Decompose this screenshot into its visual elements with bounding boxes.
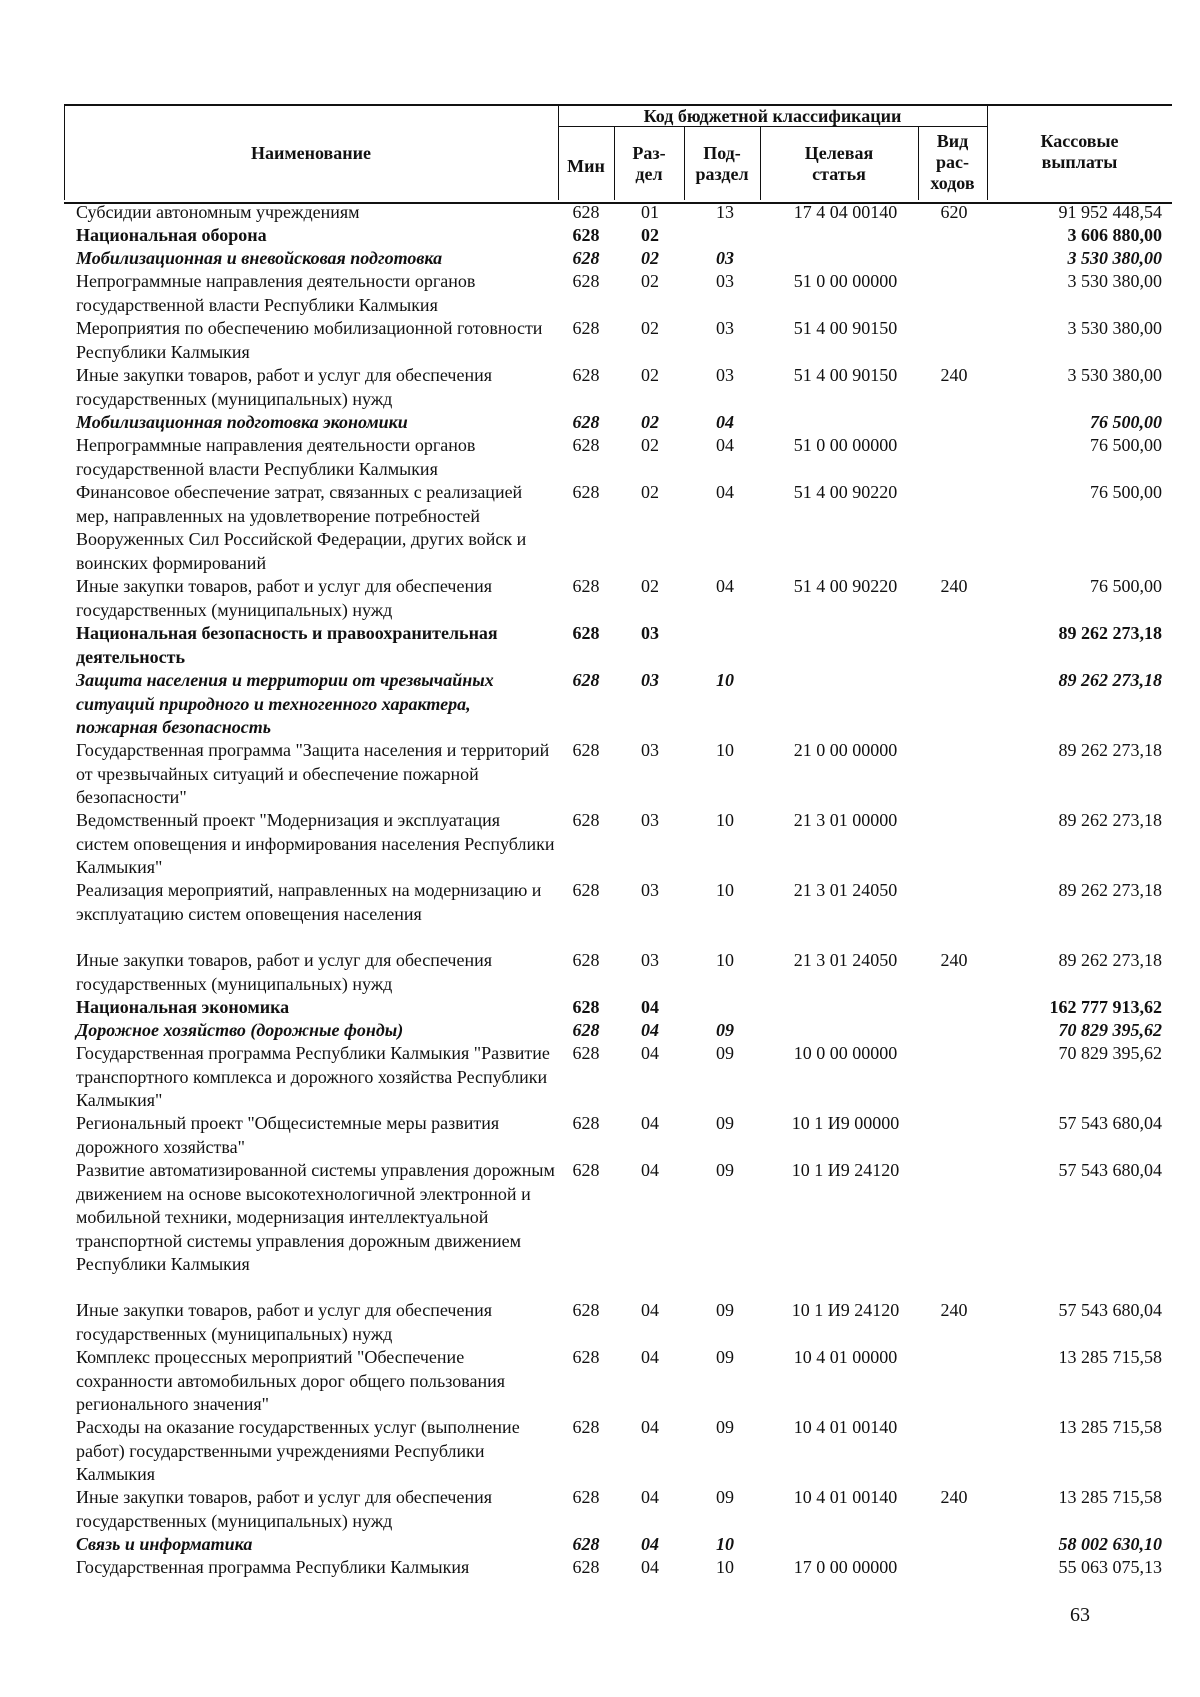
- row-name: Иные закупки товаров, работ и услуг для обеспечения государственных (муниципальных) нужд: [76, 1487, 492, 1531]
- row-celevaya: 51 4 00 90220: [793, 482, 898, 502]
- header-min: Мин: [567, 156, 605, 176]
- header-vid-line3: ходов: [930, 173, 975, 193]
- row-sum: 76 500,00: [1090, 435, 1162, 455]
- row-min: 628: [572, 1534, 600, 1554]
- row-podrazdel: 09: [716, 1160, 734, 1180]
- row-name: Связь и информатика: [76, 1534, 253, 1554]
- row-name: Реализация мероприятий, направленных на модернизацию и эксплуатацию систем оповещения населения: [76, 880, 542, 924]
- row-celevaya: 17 4 04 00140: [793, 202, 898, 222]
- row-podrazdel: 09: [716, 1020, 734, 1040]
- row-podrazdel: 09: [716, 1347, 734, 1367]
- row-razdel: 04: [641, 1487, 659, 1507]
- row-min: 628: [572, 482, 600, 502]
- row-min: 628: [572, 412, 600, 432]
- row-podrazdel: 10: [716, 810, 734, 830]
- row-sum: 89 262 273,18: [1058, 880, 1162, 900]
- header-kassovye-line2: выплаты: [1041, 152, 1118, 172]
- header-podrazdel-line1: Под-: [703, 143, 741, 163]
- row-vid: 240: [940, 1300, 968, 1320]
- row-razdel: 04: [641, 1557, 659, 1577]
- header-kbk: Код бюджетной классификации: [643, 106, 902, 126]
- row-razdel: 03: [641, 950, 659, 970]
- row-min: 628: [572, 1417, 600, 1437]
- header-kassovye-line1: Кассовые: [1040, 131, 1119, 151]
- row-razdel: 04: [641, 1417, 659, 1437]
- row-podrazdel: 10: [716, 740, 734, 760]
- row-min: 628: [572, 670, 600, 690]
- row-podrazdel: 03: [716, 318, 734, 338]
- row-min: 628: [572, 997, 600, 1017]
- row-celevaya: 17 0 00 00000: [793, 1557, 898, 1577]
- row-celevaya: 51 4 00 90220: [793, 576, 898, 596]
- row-name: Государственная программа Республики Калмыкия "Развитие транспортного комплекса и дорожного хозяйства Республики Калмыкия": [76, 1043, 550, 1110]
- row-podrazdel: 09: [716, 1487, 734, 1507]
- row-min: 628: [572, 576, 600, 596]
- row-vid: 240: [940, 365, 968, 385]
- row-celevaya: 51 4 00 90150: [793, 318, 898, 338]
- row-razdel: 03: [641, 810, 659, 830]
- row-celevaya: 51 0 00 00000: [793, 271, 898, 291]
- row-min: 628: [572, 880, 600, 900]
- row-razdel: 02: [641, 271, 659, 291]
- row-celevaya: 10 1 И9 00000: [791, 1113, 900, 1133]
- row-min: 628: [572, 271, 600, 291]
- row-podrazdel: 10: [716, 670, 734, 690]
- row-vid: 240: [940, 576, 968, 596]
- row-sum: 3 530 380,00: [1067, 365, 1162, 385]
- row-min: 628: [572, 1300, 600, 1320]
- row-celevaya: 10 1 И9 24120: [791, 1300, 900, 1320]
- row-name: Национальная экономика: [76, 997, 290, 1017]
- row-razdel: 02: [641, 318, 659, 338]
- row-razdel: 02: [641, 225, 659, 245]
- row-podrazdel: 09: [716, 1113, 734, 1133]
- row-razdel: 04: [641, 997, 659, 1017]
- row-name: Ведомственный проект "Модернизация и эксплуатация систем оповещения и информирования населения Республики Калмыкия": [76, 810, 555, 877]
- row-name: Расходы на оказание государственных услуг (выполнение работ) государственными учреждениями Республики Калмыкия: [76, 1417, 520, 1484]
- header-celevaya-line2: статья: [812, 164, 866, 184]
- row-sum: 89 262 273,18: [1058, 950, 1162, 970]
- header-celevaya: [760, 143, 918, 185]
- page-number: 63: [1070, 1604, 1090, 1626]
- row-vid: 240: [940, 950, 968, 970]
- row-podrazdel: 09: [716, 1043, 734, 1063]
- row-min: 628: [572, 1043, 600, 1063]
- row-sum: 13 285 715,58: [1058, 1417, 1162, 1437]
- row-sum: 70 829 395,62: [1058, 1020, 1162, 1040]
- row-min: 628: [572, 950, 600, 970]
- row-podrazdel: 03: [716, 365, 734, 385]
- row-name: Иные закупки товаров, работ и услуг для обеспечения государственных (муниципальных) нужд: [76, 576, 492, 620]
- row-name: Региональный проект "Общесистемные меры развития дорожного хозяйства": [76, 1113, 500, 1157]
- row-razdel: 04: [641, 1020, 659, 1040]
- row-name: Иные закупки товаров, работ и услуг для обеспечения государственных (муниципальных) нужд: [76, 1300, 492, 1344]
- row-celevaya: 21 3 01 24050: [793, 950, 898, 970]
- row-sum: 76 500,00: [1090, 576, 1162, 596]
- row-podrazdel: 09: [716, 1417, 734, 1437]
- row-razdel: 04: [641, 1534, 659, 1554]
- row-sum: 55 063 075,13: [1058, 1557, 1162, 1577]
- row-razdel: 03: [641, 670, 659, 690]
- row-sum: 57 543 680,04: [1058, 1300, 1162, 1320]
- row-name: Иные закупки товаров, работ и услуг для обеспечения государственных (муниципальных) нужд: [76, 365, 492, 409]
- row-min: 628: [572, 318, 600, 338]
- row-podrazdel: 04: [716, 576, 734, 596]
- row-celevaya: 10 4 01 00000: [793, 1347, 898, 1367]
- row-name: Мероприятия по обеспечению мобилизационной готовности Республики Калмыкия: [76, 318, 543, 362]
- header-vid-line1: Вид: [936, 131, 969, 151]
- header-razdel: [614, 143, 684, 185]
- row-min: 628: [572, 1557, 600, 1577]
- header-podrazdel: [684, 143, 760, 185]
- header-vid: [918, 131, 987, 194]
- row-razdel: 04: [641, 1160, 659, 1180]
- row-podrazdel: 10: [716, 1534, 734, 1554]
- row-razdel: 02: [641, 365, 659, 385]
- row-sum: 3 530 380,00: [1067, 271, 1162, 291]
- row-min: 628: [572, 1113, 600, 1133]
- row-celevaya: 51 0 00 00000: [793, 435, 898, 455]
- row-name: Государственная программа "Защита населения и территорий от чрезвычайных ситуаций и обеспечение пожарной безопасности": [76, 740, 550, 807]
- row-min: 628: [572, 1160, 600, 1180]
- row-sum: 89 262 273,18: [1058, 670, 1162, 690]
- row-celevaya: 10 1 И9 24120: [791, 1160, 900, 1180]
- row-celevaya: 10 0 00 00000: [793, 1043, 898, 1063]
- row-razdel: 04: [641, 1043, 659, 1063]
- row-sum: 3 530 380,00: [1067, 318, 1162, 338]
- row-sum: 76 500,00: [1090, 412, 1162, 432]
- row-min: 628: [572, 623, 600, 643]
- row-podrazdel: 04: [716, 482, 734, 502]
- row-name: Непрограммные направления деятельности органов государственной власти Республики Калмыкия: [76, 271, 476, 315]
- row-name: Защита населения и территории от чрезвычайных ситуаций природного и техногенного характера, пожарная безопасность: [76, 670, 494, 737]
- row-name: Государственная программа Республики Калмыкия: [76, 1557, 470, 1577]
- row-sum: 89 262 273,18: [1058, 810, 1162, 830]
- row-podrazdel: 10: [716, 1557, 734, 1577]
- row-razdel: 04: [641, 1347, 659, 1367]
- row-podrazdel: 09: [716, 1300, 734, 1320]
- header-celevaya-line1: Целевая: [804, 143, 874, 163]
- row-razdel: 04: [641, 1300, 659, 1320]
- row-sum: 3 530 380,00: [1067, 248, 1162, 268]
- row-podrazdel: 10: [716, 880, 734, 900]
- row-razdel: 02: [641, 435, 659, 455]
- row-min: 628: [572, 365, 600, 385]
- row-sum: 57 543 680,04: [1058, 1160, 1162, 1180]
- row-razdel: 03: [641, 740, 659, 760]
- row-podrazdel: 04: [716, 435, 734, 455]
- row-vid: 620: [940, 202, 968, 222]
- row-sum: 91 952 448,54: [1058, 202, 1162, 222]
- row-name: Комплекс процессных мероприятий "Обеспечение сохранности автомобильных дорог общего пользования регионального значения": [76, 1347, 506, 1414]
- row-sum: 57 543 680,04: [1058, 1113, 1162, 1133]
- row-sum: 70 829 395,62: [1058, 1043, 1162, 1063]
- row-razdel: 04: [641, 1113, 659, 1133]
- row-podrazdel: 04: [716, 412, 734, 432]
- header-kassovye: [987, 131, 1172, 173]
- row-razdel: 02: [641, 248, 659, 268]
- row-sum: 13 285 715,58: [1058, 1487, 1162, 1507]
- row-min: 628: [572, 740, 600, 760]
- row-celevaya: 21 0 00 00000: [793, 740, 898, 760]
- row-min: 628: [572, 435, 600, 455]
- header-vid-line2: рас-: [936, 152, 969, 172]
- row-name: Непрограммные направления деятельности органов государственной власти Республики Калмыкия: [76, 435, 476, 479]
- row-razdel: 03: [641, 623, 659, 643]
- row-name: Субсидии автономным учреждениям: [76, 202, 360, 222]
- row-podrazdel: 03: [716, 248, 734, 268]
- header-razdel-line2: дел: [635, 164, 663, 184]
- row-celevaya: 21 3 01 00000: [793, 810, 898, 830]
- row-sum: 13 285 715,58: [1058, 1347, 1162, 1367]
- row-min: 628: [572, 225, 600, 245]
- row-min: 628: [572, 248, 600, 268]
- row-podrazdel: 13: [716, 202, 734, 222]
- row-min: 628: [572, 1487, 600, 1507]
- row-razdel: 02: [641, 412, 659, 432]
- row-sum: 3 606 880,00: [1067, 225, 1162, 245]
- row-sum: 162 777 913,62: [1049, 997, 1162, 1017]
- row-celevaya: 10 4 01 00140: [793, 1487, 898, 1507]
- row-podrazdel: 03: [716, 271, 734, 291]
- row-min: 628: [572, 1347, 600, 1367]
- row-razdel: 03: [641, 880, 659, 900]
- row-razdel: 02: [641, 482, 659, 502]
- row-celevaya: 10 4 01 00140: [793, 1417, 898, 1437]
- row-sum: 89 262 273,18: [1058, 740, 1162, 760]
- row-razdel: 02: [641, 576, 659, 596]
- row-celevaya: 21 3 01 24050: [793, 880, 898, 900]
- row-podrazdel: 10: [716, 950, 734, 970]
- row-name: Иные закупки товаров, работ и услуг для обеспечения государственных (муниципальных) нужд: [76, 950, 492, 994]
- header-name: Наименование: [251, 143, 371, 163]
- row-sum: 89 262 273,18: [1058, 623, 1162, 643]
- row-name: Национальная оборона: [76, 225, 267, 245]
- header-razdel-line1: Раз-: [632, 143, 666, 163]
- header-podrazdel-line2: раздел: [695, 164, 749, 184]
- row-min: 628: [572, 202, 600, 222]
- row-vid: 240: [940, 1487, 968, 1507]
- row-name: Мобилизационная подготовка экономики: [76, 412, 408, 432]
- row-min: 628: [572, 810, 600, 830]
- row-name: Национальная безопасность и правоохранительная деятельность: [76, 623, 498, 667]
- row-name: Развитие автоматизированной системы управления дорожным движением на основе высокотехнологичной электронной и мобильной техники, модернизация интеллектуальной транспортной системы управления дорожным движением Республики Калмыкия: [76, 1160, 555, 1274]
- row-name: Мобилизационная и вневойсковая подготовка: [76, 248, 443, 268]
- row-min: 628: [572, 1020, 600, 1040]
- row-celevaya: 51 4 00 90150: [793, 365, 898, 385]
- row-name: Финансовое обеспечение затрат, связанных с реализацией мер, направленных на удовлетворение потребностей Вооруженных Сил Российской Федерации, других войск и воинских формирований: [76, 482, 527, 573]
- row-sum: 76 500,00: [1090, 482, 1162, 502]
- row-name: Дорожное хозяйство (дорожные фонды): [76, 1020, 404, 1040]
- row-razdel: 01: [641, 202, 659, 222]
- row-sum: 58 002 630,10: [1058, 1534, 1162, 1554]
